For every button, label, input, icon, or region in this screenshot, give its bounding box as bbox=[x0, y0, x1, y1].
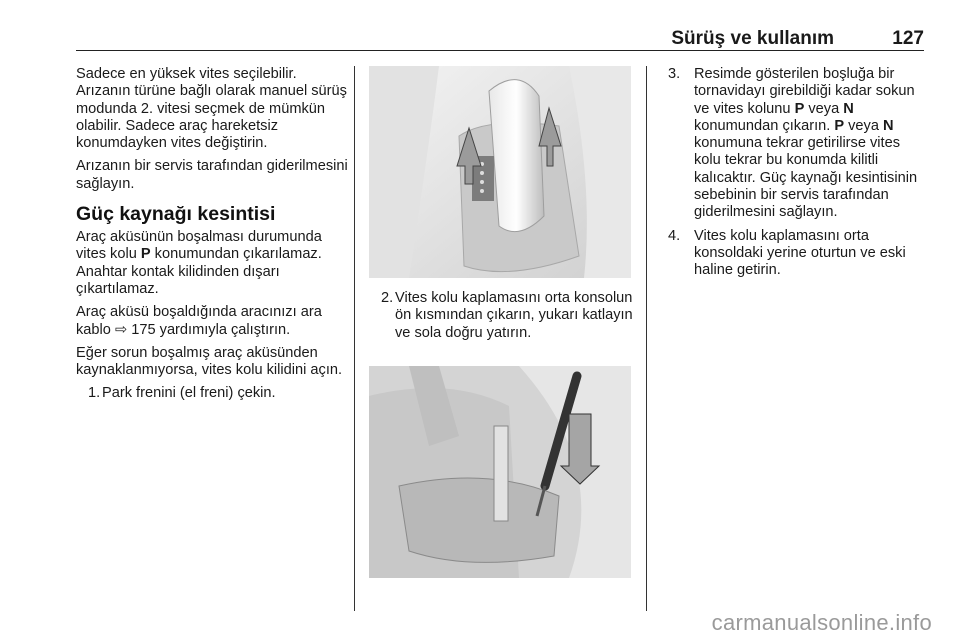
list-item-step-2: 2. Vites kolu kaplamasını orta konsolun ön kısmından çıkarın, yukarı katlayın ve sola doğru yatırın. bbox=[381, 290, 633, 341]
paragraph-unlock: Eğer sorun boşalmış araç aküsünden kaynaklanmıyorsa, vites kolu kilidini açın. bbox=[76, 344, 343, 379]
column-2 bbox=[369, 290, 639, 348]
screwdriver-figure bbox=[369, 366, 631, 578]
page-number: 127 bbox=[892, 28, 924, 49]
paragraph-service: Arızanın bir servis tarafından giderilmesini sağlayın. bbox=[76, 158, 348, 192]
page-header bbox=[76, 26, 924, 50]
section-title: Sürüş ve kullanım bbox=[671, 28, 834, 49]
header-divider bbox=[76, 50, 924, 51]
page-reference-arrow-icon: ⇨ bbox=[114, 321, 128, 338]
column-divider-1 bbox=[354, 66, 355, 611]
column-3 bbox=[668, 66, 928, 286]
gear-lever-figure bbox=[369, 66, 631, 278]
list-item-step-3: 3. Resimde gösterilen boşluğa bir tornavidayı girebildiği kadar sokun ve vites kolunu P veya N konumundan çıkarın. P veya N konumuna tekrar getirilirse vites kolu tekrar bu konumda kilitli kalıcaktır. Güç kaynağı kesintisinin sebebinin bir servis tarafından giderilmesini sağlayın. bbox=[668, 66, 918, 221]
column-divider-2 bbox=[646, 66, 647, 611]
paragraph-jump-start: Araç aküsü boşaldığında aracınızı ara kablo ⇨ 175 yardımıyla çalıştırın. bbox=[76, 304, 322, 338]
list-item-step-1: 1. Park frenini (el freni) çekin. bbox=[88, 385, 276, 402]
watermark: carmanualsonline.info bbox=[711, 610, 932, 635]
list-item-step-4: 4. Vites kolu kaplamasını orta konsoldaki yerine oturtun ve eski haline getirin. bbox=[668, 227, 906, 279]
column-1 bbox=[76, 66, 348, 409]
paragraph-fault: Sadece en yüksek vites seçilebilir. Arızanın türüne bağlı olarak manuel sürüş modunda 2. vitesi seçmek de mümkün olabilir. Sadece araç hareketsiz konumdayken vites değiştirin. bbox=[76, 66, 347, 152]
section-heading: Güç kaynağı kesintisi bbox=[76, 203, 276, 226]
paragraph-battery: Araç aküsünün boşalması durumunda vites kolu P konumundan çıkarılamaz. Anahtar kontak kilidinden dışarı çıkartılamaz. bbox=[76, 229, 322, 297]
page-reference-link[interactable]: 175 yardımıyla çalıştırın. bbox=[127, 321, 291, 338]
